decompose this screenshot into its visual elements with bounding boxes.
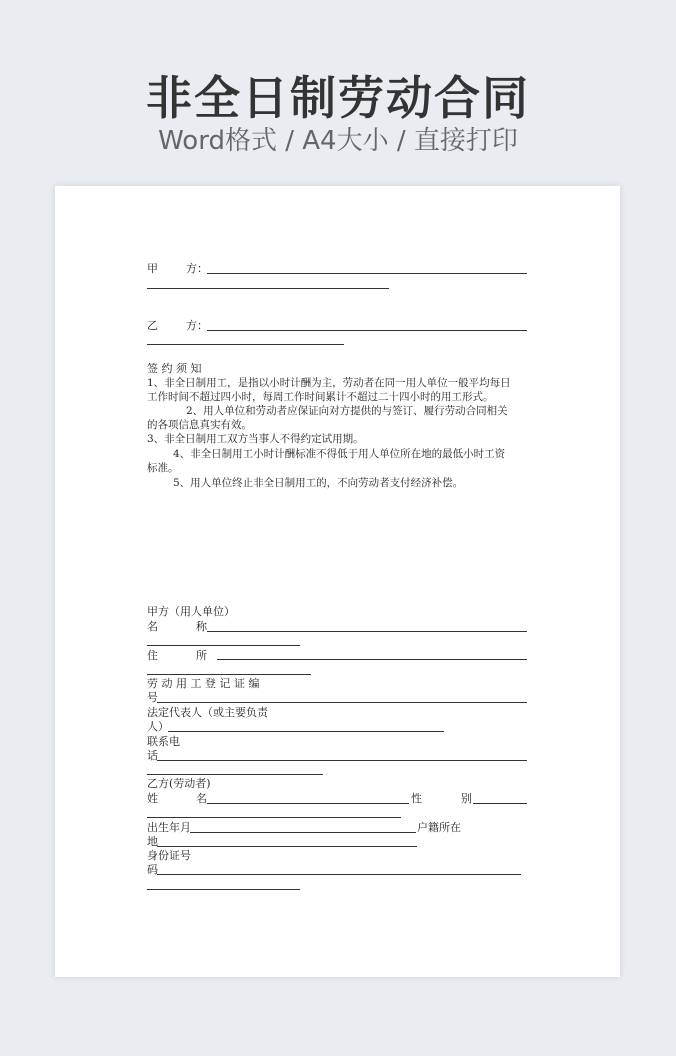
notice-line-5: 3、非全日制用工双方当事人不得约定试用期。 <box>147 433 364 445</box>
employer-legal-rep-label-2: 人） <box>147 720 169 733</box>
notice-heading: 签 约 须 知 <box>147 362 202 375</box>
employee-gender-label-2: 别 <box>461 792 472 805</box>
employer-address-label-1: 住 <box>147 649 158 662</box>
party-a-field-cont[interactable] <box>147 288 389 289</box>
notice-line-6: 4、非全日制用工小时计酬标准不得低于用人单位所在地的最低小时工资 <box>173 448 506 460</box>
party-b-field-cont[interactable] <box>147 344 344 345</box>
employer-address-field-cont[interactable] <box>147 674 311 675</box>
employer-name-field[interactable] <box>207 631 527 632</box>
employer-address-field[interactable] <box>217 659 527 660</box>
employee-gender-field[interactable] <box>473 803 527 804</box>
employee-id-field-cont[interactable] <box>147 889 300 890</box>
party-b-field[interactable] <box>207 330 527 331</box>
document-page <box>55 186 620 977</box>
employer-phone-label-1: 联系电 <box>147 735 180 748</box>
employee-name-field[interactable] <box>207 803 409 804</box>
employee-birth-label: 出生年月 <box>147 821 191 834</box>
page-subtitle: Word格式 / A4大小 / 直接打印 <box>158 126 518 156</box>
employer-phone-label-2: 话 <box>147 749 158 762</box>
notice-line-2: 工作时间不超过四小时，每周工作时间累计不超过二十四小时的用工形式。 <box>147 391 494 403</box>
employer-name-field-cont[interactable] <box>147 645 300 646</box>
party-a-suffix: 方： <box>186 262 208 275</box>
employer-heading: 甲方（用人单位） <box>147 605 235 618</box>
employee-name-label-1: 姓 <box>147 792 158 805</box>
employer-registration-field[interactable] <box>157 702 527 703</box>
employer-legal-rep-label-1: 法定代表人（或主要负责 <box>147 706 268 719</box>
party-b-suffix: 方： <box>186 319 208 332</box>
employee-heading: 乙方(劳动者) <box>147 777 211 790</box>
employer-name-label-1: 名 <box>147 620 158 633</box>
employer-registration-label-1: 劳 动 用 工 登 记 证 编 <box>147 677 260 690</box>
employee-household-label-2: 地 <box>147 835 158 848</box>
employee-id-label-1: 身份证号 <box>147 849 191 862</box>
notice-line-1: 1、非全日制用工，是指以小时计酬为主，劳动者在同一用人单位一般平均每日 <box>147 377 511 389</box>
notice-line-8: 5、用人单位终止非全日制用工的，不向劳动者支付经济补偿。 <box>173 477 464 489</box>
employer-address-label-2: 所 <box>196 649 207 662</box>
employee-name-label-2: 名 <box>196 792 207 805</box>
employer-registration-label-2: 号 <box>147 691 158 704</box>
employee-id-label-2: 码 <box>147 863 158 876</box>
employee-household-label-1: 户籍所在 <box>417 821 461 834</box>
employee-id-field[interactable] <box>157 874 521 875</box>
employer-phone-field-cont[interactable] <box>147 774 323 775</box>
notice-line-3: 2、用人单位和劳动者应保证向对方提供的与签订、履行劳动合同相关 <box>186 405 508 417</box>
party-a-label: 甲 <box>147 262 158 275</box>
employee-name-field-cont[interactable] <box>147 817 401 818</box>
party-a-field[interactable] <box>207 273 527 274</box>
employer-name-label-2: 称 <box>196 620 207 633</box>
employee-household-field[interactable] <box>157 846 417 847</box>
notice-line-7: 标准。 <box>147 462 179 474</box>
employee-gender-label-1: 性 <box>411 792 422 805</box>
page-title: 非全日制劳动合同 <box>146 71 530 125</box>
employer-phone-field[interactable] <box>157 760 527 761</box>
employee-birth-field[interactable] <box>190 832 416 833</box>
notice-line-4: 的各项信息真实有效。 <box>147 419 252 431</box>
employer-legal-rep-field[interactable] <box>168 731 444 732</box>
party-b-label: 乙 <box>147 319 158 332</box>
